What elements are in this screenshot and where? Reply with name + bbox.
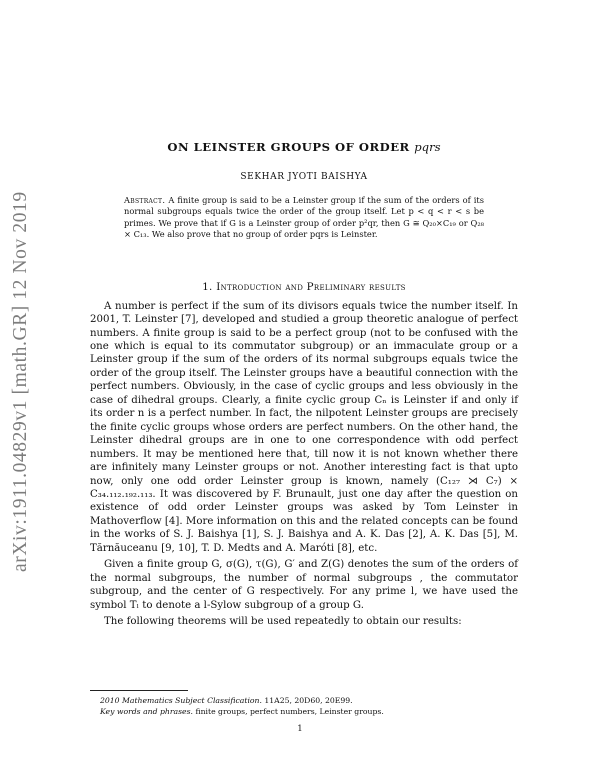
footnote-msc xyxy=(90,695,518,706)
section-heading: 1. Introduction and Preliminary results xyxy=(202,280,406,293)
author-name: SEKHAR JYOTI BAISHYA xyxy=(240,172,368,182)
abstract-label: Abstract. xyxy=(124,195,166,205)
arxiv-identifier: arXiv:1911.04829v1 [math.GR] 12 Nov 2019 xyxy=(10,191,31,573)
footnote-keywords-label: Key words and phrases. xyxy=(100,707,193,716)
page-number: 1 xyxy=(297,724,303,734)
abstract-text: A finite group is said to be a Leinster group if the sum of the orders of its normal subgroups equals twice the order of the group itself. Let p < q < r < s be primes. We prove that if G is a Leinster group of order p²qr, then G ≅ Q₂₀×C₁₉ or Q₂₈ × C₁₃. We also prove that no group of order pqrs is Leinster. xyxy=(124,195,484,240)
paragraph-theorems-lead: The following theorems will be used repeatedly to obtain our results: xyxy=(104,616,462,628)
footnotes xyxy=(90,695,518,717)
footnote-keywords xyxy=(90,706,518,717)
paragraph-intro: A number is perfect if the sum of its divisors equals twice the number itself. In 2001, T. Leinster [7], developed and studied a group theoretic analogue of perfect numbers. A finite group is said to be a perfect group (not to be confused with the one which is equal to its commutator subgroup) or an immaculate group or a Leinster group if the sum of the orders of its normal subgroups equals twice the order of the group itself. The Leinster groups have a beautiful connection with the perfect numbers. Obviously, in the case of cyclic groups and less obviously in the case of dihedral groups. Clearly, a finite cyclic group Cₙ is Leinster if and only if its order n is a perfect number. In fact, the nilpotent Leinster groups are precisely the finite cyclic groups whose orders are perfect numbers. On the other hand, the Leinster dihedral groups are in one to one correspondence with odd perfect numbers. It may be mentioned here that, till now it is not known whether there are infinitely many Leinster groups or not. Another interesting fact is that upto now, only one odd order Leinster group is known, namely (C₁₂₇ ⋊ C₇) × C₃₄.₁₁₂.₁₉₂.₁₁₃. It was discovered by F. Brunault, just one day after the question on existence of odd order Leinster groups was asked by Tom Leinster in Mathoverflow [4]. More information on this and the related concepts can be found in the works of S. J. Baishya [1], S. J. Baishya and A. K. Das [2], A. K. Das [5], M. Tărnăuceanu [9, 10], T. D. Medts and A. Maróti [8], etc. xyxy=(90,300,518,554)
paragraph-notation: Given a finite group G, σ(G), τ(G), G′ and Z(G) denotes the sum of the orders of the normal subgroups, the number of normal subgroups , the commutator subgroup, and the center of G respectively. For any prime l, we have used the symbol Tₗ to denote a l-Sylow subgroup of a group G. xyxy=(90,559,518,611)
footnote-msc-text: 11A25, 20D60, 20E99. xyxy=(264,696,353,705)
paper-title xyxy=(90,140,518,154)
title-main: ON LEINSTER GROUPS OF ORDER xyxy=(167,140,410,154)
paper-body xyxy=(90,140,518,629)
title-variable: pqrs xyxy=(414,140,441,154)
footnote-divider xyxy=(90,690,188,691)
abstract xyxy=(124,195,484,241)
footnote-msc-label: 2010 Mathematics Subject Classification. xyxy=(100,696,262,705)
footnote-keywords-text: finite groups, perfect numbers, Leinster groups. xyxy=(195,707,384,716)
